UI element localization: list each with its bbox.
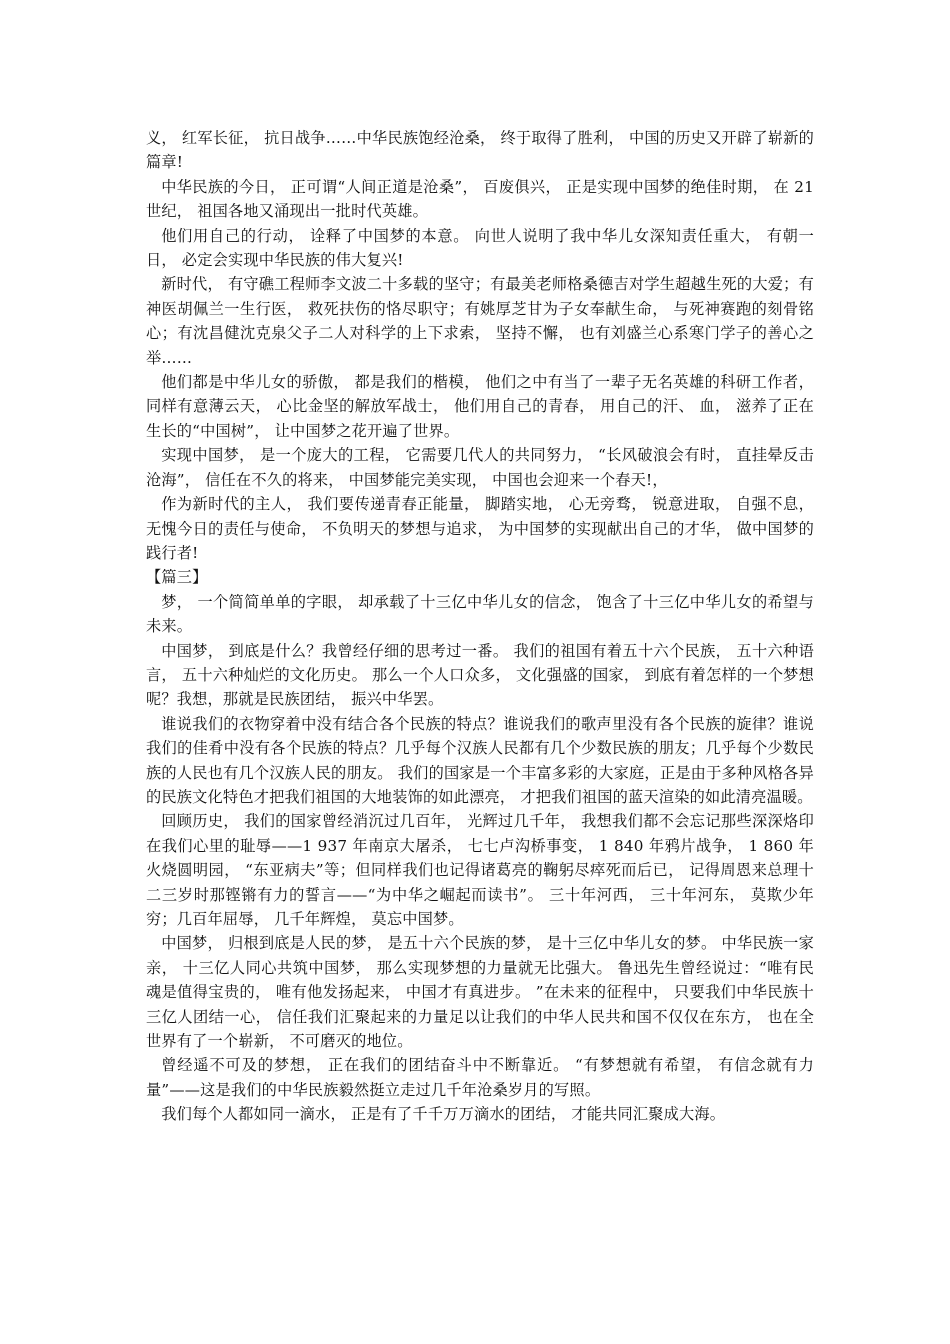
- paragraph: 我们每个人都如同一滴水， 正是有了千千万万滴水的团结， 才能共同汇聚成大海。: [161, 1105, 726, 1124]
- paragraph: 中华民族的今日， 正可谓“人间正道是沧桑”， 百废俱兴， 正是实现中国梦的绝佳时期， 在 21 世纪， 祖国各地又涌现出一批时代英雄。: [146, 177, 814, 221]
- paragraph: 新时代， 有守礁工程师李文波二十多载的坚守；有最美老师格桑德吉对学生超越生死的大爱；有神医胡佩兰一生行医， 救死扶伤的恪尽职守；有姚厚芝甘为子女奉献生命， 与死神赛跑的刻骨铭心；有沈昌健沈克泉父子二人对科学的上下求索， 坚持不懈， 也有刘盛兰心系寒门学子的善心之举……: [146, 275, 814, 367]
- section-heading: 【篇三】: [146, 568, 208, 587]
- paragraph: 中国梦， 归根到底是人民的梦， 是五十六个民族的梦， 是十三亿中华儿女的梦。 中华民族一家亲， 十三亿人同心共筑中国梦， 那么实现梦想的力量就无比强大。 鲁迅先生曾经说过：“唯有民魂是值得宝贵的， 唯有他发扬起来， 中国才有真进步。 ”在未来的征程中， 只要我们中华民族十三亿人团结一心， 信任我们汇聚起来的力量足以让我们的中华人民共和国不仅仅在东方， 也在全世界有了一个崭新， 不可磨灭的地位。: [146, 934, 814, 1051]
- paragraph: 实现中国梦， 是一个庞大的工程， 它需要几代人的共同努力， “长风破浪会有时， 直挂晕反击沧海”， 信任在不久的将来， 中国梦能完美实现， 中国也会迎来一个春天!，: [146, 446, 814, 489]
- paragraph-continuation: 义， 红军长征， 抗日战争……中华民族饱经沧桑， 终于取得了胜利， 中国的历史又开辟了崭新的篇章!: [146, 129, 814, 172]
- paragraph: 回顾历史， 我们的国家曾经消沉过几百年， 光辉过几千年， 我想我们都不会忘记那些深深烙印在我们心里的耻辱——1 937 年南京大屠杀， 七七卢沟桥事变， 1 840 年鸦片战争， 1 860 年火烧圆明园， “东亚病夫”等；但同样我们也记得诸葛亮的鞠躬尽瘁死而后已， 记得周恩来总理十二三岁时那铿锵有力的誓言——“为中华之崛起而读书”。 三十年河西， 三十年河东， 莫欺少年穷；几百年屈辱， 几千年辉煌， 莫忘中国梦。: [146, 812, 814, 928]
- paragraph: 他们都是中华儿女的骄傲， 都是我们的楷模， 他们之中有当了一辈子无名英雄的科研工作者， 同样有意薄云天， 心比金坚的解放军战士， 他们用自己的青春， 用自己的汗、 血， 滋养了正在生长的“中国树”， 让中国梦之花开遍了世界。: [146, 373, 814, 440]
- paragraph: 谁说我们的衣物穿着中没有结合各个民族的特点？谁说我们的歌声里没有各个民族的旋律？谁说我们的佳肴中没有各个民族的特点？几乎每个汉族人民都有几个少数民族的朋友；几乎每个少数民族的人民也有几个汉族人民的朋友。 我们的国家是一个丰富多彩的大家庭，正是由于多种风格各异的民族文化特色才把我们祖国的大地装饰的如此漂亮， 才把我们祖国的蓝天渲染的如此清亮温暖。: [146, 714, 814, 806]
- document-page: [146, 126, 814, 1127]
- paragraph: 梦， 一个简简单单的字眼， 却承载了十三亿中华儿女的信念， 饱含了十三亿中华儿女的希望与未来。: [146, 592, 814, 636]
- paragraph: 他们用自己的行动， 诠释了中国梦的本意。 向世人说明了我中华儿女深知责任重大， 有朝一日， 必定会实现中华民族的伟大复兴!: [146, 226, 814, 270]
- paragraph: 曾经遥不可及的梦想， 正在我们的团结奋斗中不断靠近。 “有梦想就有希望， 有信念就有力量”——这是我们的中华民族毅然挺立走过几千年沧桑岁月的写照。: [146, 1056, 814, 1099]
- paragraph: 中国梦， 到底是什么？我曾经仔细的思考过一番。 我们的祖国有着五十六个民族， 五十六种语言， 五十六种灿烂的文化历史。 那么一个人口众多， 文化强盛的国家， 到底有着怎样的一个梦想呢？我想，那就是民族团结， 振兴中华罢。: [146, 641, 814, 709]
- paragraph: 作为新时代的主人， 我们要传递青春正能量， 脚踏实地， 心无旁骛， 锐意进取， 自强不息， 无愧今日的责任与使命， 不负明天的梦想与追求， 为中国梦的实现献出自己的才华， 做中国梦的践行者!: [146, 495, 814, 562]
